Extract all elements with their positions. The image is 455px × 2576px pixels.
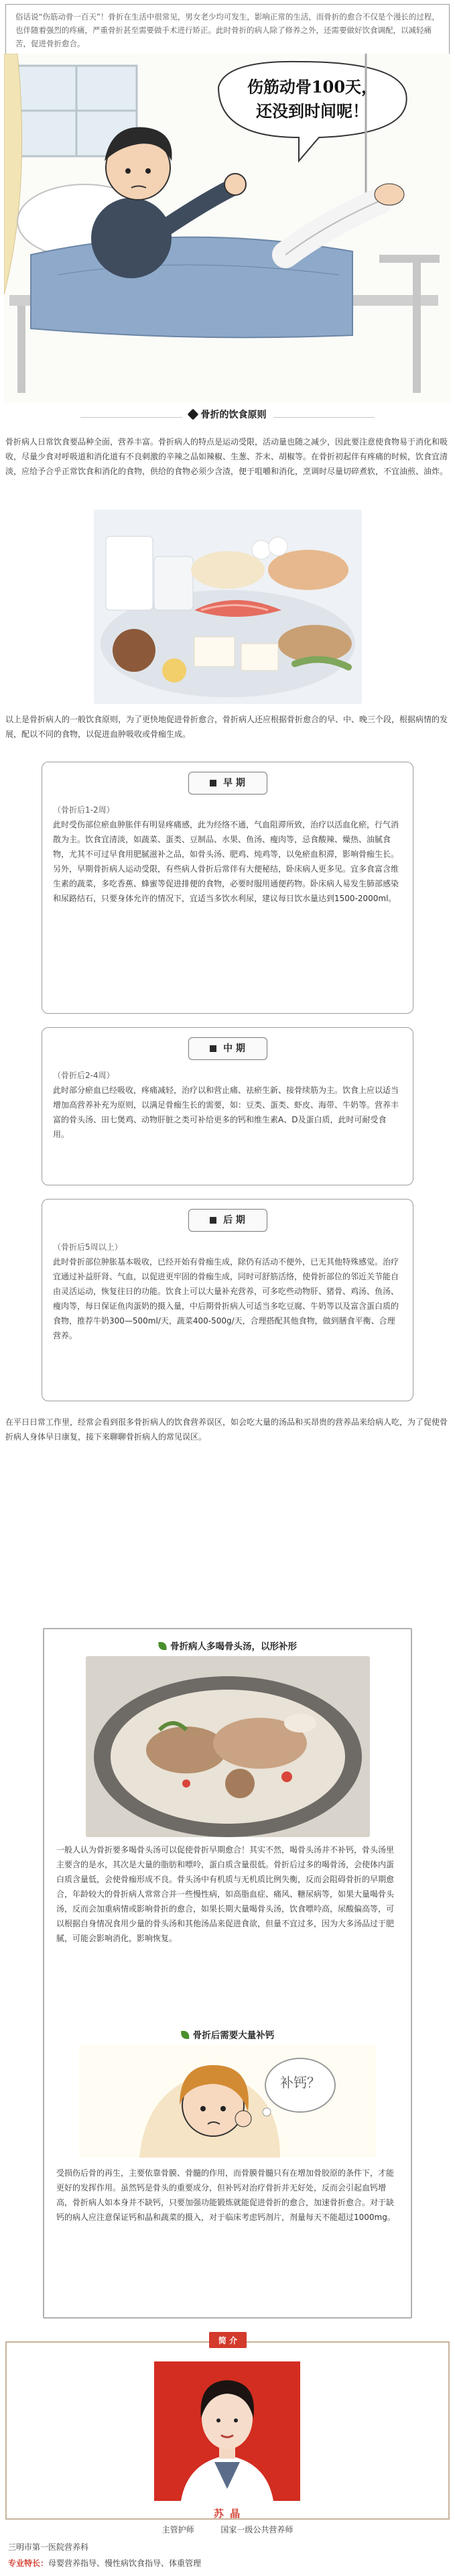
author-name: 苏 晶 (213, 2508, 242, 2520)
leaf-icon (158, 1642, 166, 1650)
stage-text: 此时受伤部位瘀血肿胀伴有明显疼痛感，此为经络不通，气血阻滞所致，治疗以活血化瘀，行气消散为主。饮食宜清淡，如蔬菜、蛋类、豆制品、水果、鱼汤、瘦肉等，忌食酸辣、燥热、油腻食物，尤其不可过早食用肥腻滋补之品，如骨头汤、肥鸡、炖鸡等，以免瘀血积滞，影响骨痂生长。另外，早期骨折病人运动受限，有些病人骨折后常伴有大便秘结，卧床病人更多见。宜多食富含维生素的蔬菜，多吃香蕉、蜂蜜等促进排便的食物，必要时服用通便药物。卧床病人易发生肺部感染和尿路结石，只要身体允许的情况下，宜适当多饮水利尿，建议每日饮水量达到1500-2000ml。 (53, 820, 399, 903)
author-photo (154, 2361, 300, 2501)
stage-title: 后 期 (223, 1215, 245, 1226)
author-title-2: 国家一级公共营养师 (220, 2525, 294, 2534)
stage-subtitle: （骨折后1-2周） (53, 805, 115, 815)
calcium-cartoon (79, 2045, 377, 2158)
intro-text: 俗话说“伤筋动骨一百天”！骨折在生活中很常见，男女老少均可发生，影响正常的生活，而骨折的愈合不仅是个漫长的过程，也伴随着强烈的疼痛，严重骨折甚至需要做手术进行矫正。此时骨折的病人除了修养之外，还需要做好饮食调配，以减轻痛苦，促进骨折愈合。 (15, 12, 440, 48)
author-titles (0, 2524, 455, 2535)
stage-box-middle (42, 1027, 413, 1185)
misconception-text-1: 一般人认为骨折要多喝骨头汤可以促使骨折早期愈合！其实不然，喝骨头汤并不补钙，骨头汤里主要含的是水，其次是大量的脂肪和嘌呤，蛋白质含量很低。骨折后过多的喝骨汤，会使体内蛋白质含量低，会使骨痂形成不良。骨头汤中有机质与无机质比例失衡，反而会阻碍骨折的早期愈合，年龄较大的骨折病人常常合并一些慢性病，如高脂血症、痛风、糖尿病等，如果大量喝骨头汤，反而会加重病情或影响骨折的愈合，如果长期大量喝骨头汤，饮食嘌呤高，尿酸偏高等，可以根据自身情况食用少量的骨头汤和其他汤品来促进食欲，但量不宜过多，因为大多汤品过于肥腻，可能会影响消化，影响恢复。 (56, 1845, 395, 1943)
diamond-icon (187, 409, 198, 420)
stage-title-pill (188, 1209, 267, 1232)
square-icon (210, 1045, 216, 1052)
bone-soup-photo (86, 1656, 370, 1837)
misconception-text-2: 受损伤后骨的再生，主要依靠骨膜、骨髓的作用，而骨膜骨髓只有在增加骨胶原的条件下，才能更好的发挥作用。虽然钙是骨头的重要成分，但补钙对治疗骨折并无好处，反而会引起血钙增高，骨折病人如本身并不缺钙，只要加强功能锻炼就能促进骨折的愈合，加速骨折愈合。对于缺钙的病人应注意保证钙和晶和蔬菜的摄入，对于临床考虑钙剂片，剂量每天不能超过1000mg。 (56, 2168, 395, 2222)
stage-text: 此时骨折部位肿胀基本吸收，已经开始有骨痂生成，除仍有活动不便外，已无其他特殊感觉。治疗宜通过补益肝肾、气血，以促进更牢固的骨痂生成，同时可舒筋活络，使骨折部位的邻近关节能自由灵活运动，恢复往日的功能。饮食上可以大量补充营养，可多吃些动物肝、猪骨、鸡汤、鱼汤、瘦肉等，每日保证鱼肉蛋奶的摄入量，中后期骨折病人可适当多吃豆腐、牛奶等以及富含蛋白质的食物，推荐牛奶300—500ml/天，蔬菜400-500g/天，合理搭配其他食物，做到膳食平衡、合理营养。 (53, 1257, 399, 1340)
stage-subtitle: （骨折后5周以上） (53, 1242, 123, 1252)
speech-bubble (225, 75, 399, 123)
misconception-intro: 在平日日常工作里，经常会看到很多骨折病人的饮食营养误区，如会吃大量的汤品和买昂贵的营养品来给病人吃，为了促使骨折病人身体早日康复，接下来聊聊骨折病人的常见误区。 (5, 1417, 448, 1442)
cartoon-thought-text: 补钙？ (280, 2074, 320, 2091)
stage-title: 中 期 (223, 1043, 245, 1054)
stage-subtitle: （骨折后2-4周） (53, 1071, 115, 1080)
stage-title-pill (188, 1037, 267, 1060)
section-title: 骨折的饮食原则 (200, 410, 267, 420)
square-icon (210, 1217, 216, 1224)
hero-illustration (4, 54, 451, 402)
intro-box (5, 4, 450, 56)
speech-line-2: 还没到时间呢！ (256, 101, 369, 121)
misconception-heading-2: 骨折后需要大量补钙 (181, 2028, 275, 2041)
speech-line-1: 伤筋动骨100天， (247, 77, 378, 97)
author-hospital: 三明市第一医院营养科 (8, 2542, 89, 2552)
misconception-heading-1: 骨折病人多喝骨头汤，以形补形 (158, 1639, 297, 1652)
author-specialty (8, 2557, 201, 2569)
leaf-icon (181, 2031, 189, 2039)
principle-paragraph-2: 以上是骨折病人的一般饮食原则，为了更快地促进骨折愈合，骨折病人还应根据骨折愈合的早、中、晚三个段，根据病情的发展，配以不同的食物，以促进血肿吸收或骨痂生成。 (5, 715, 448, 739)
specialty-label: 专业特长： (8, 2559, 49, 2568)
stage-box-late (42, 1199, 413, 1401)
stage-text: 此时部分瘀血已经吸收，疼痛减轻，治疗以和营止痛、祛瘀生新、接骨续筋为主。饮食上应以适当增加高营养补充为原则，以满足骨痂生长的需要，如：豆类、蛋类、虾皮、海带、牛奶等。营养丰富的骨头汤、田七煲鸡、动物肝脏之类可补给更多的钙和维生素A、D及蛋白质，此时可耐受食用。 (53, 1086, 399, 1139)
stage-box-early (42, 762, 413, 1014)
author-intro-tag: 简 介 (209, 2332, 247, 2348)
principle-paragraph: 骨折病人日常饮食要品种全面，营养丰富。骨折病人的特点是运动受限，活动量也随之减少，因此要注意使食物易于消化和吸收，尽量少食对呼吸道和消化道有不良刺激的辛辣之品如辣椒、生葱、芥末、胡椒等。在骨折初起伴有疼痛的时候，饮食宜清淡，应给予合乎正常饮食和消化的食物，供给的食物必须少含渣，便于咀嚼和消化，烹调时尽量切碎煮软，不宜油煎、油炸。 (5, 437, 448, 476)
author-title-1: 主管护师 (161, 2525, 194, 2534)
specialty-text: 母婴营养指导、慢性病饮食指导、体重管理 (48, 2559, 202, 2568)
stage-title-pill (188, 772, 267, 795)
stage-title: 早 期 (223, 778, 245, 788)
section-banner (0, 402, 455, 429)
food-photo (94, 510, 362, 704)
square-icon (210, 780, 216, 786)
